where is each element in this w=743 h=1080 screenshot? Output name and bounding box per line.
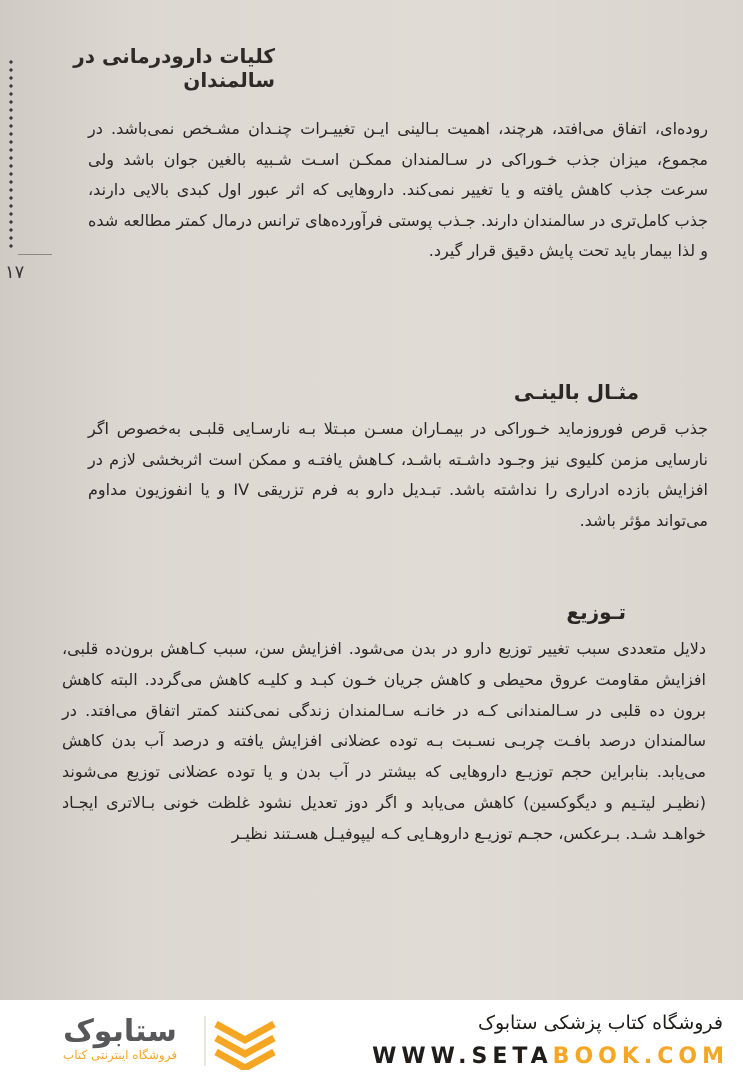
paragraph-clinical-example: جذب قرص فوروزماید خـوراکی در بیمـاران مسـن مبـتلا بـه نارسـایی قلبـی به‌خصوص اگر نارسایی مزمن کلیوی نیز وجـود داشـته باشـد، کـاهش یافتـه و ممکن است اثربخشی لازم در افزایش بازده ادراری را نداشته باشد. تبـدیل دارو به فرم تزریقی IV و یا انفوزیون مداوم می‌تواند مؤثر باشد. xyxy=(88,419,709,530)
store-logo-tagline: فروشگاه اینترنتی کتاب xyxy=(62,1048,178,1062)
decorative-dot-border xyxy=(8,58,14,248)
heading-distribution: تـوزیع xyxy=(566,600,626,624)
logo-separator xyxy=(204,1016,206,1066)
paragraph-distribution: دلایل متعددی سبب تغییر توزیع دارو در بدن می‌شود. افزایش سن، سبب کـاهش برون‌ده قلبی، افزایش مقاومت عروق محیطی و کاهش جریان خـون کبـد و کلیـه کاهش می‌گردد. البته کاهش برون ده قلبی در سـالمندانی کـه در خانـه سـالمندان زندگی نمی‌کنند کمتر اتفاق می‌افتد. در سالمندان درصد بافـت چربـی نسـبت بـه توده عضلانی افزایش یافته و درصد آب بدن کاهش می‌یابد. بنابراین حجم توزیـع داروهایی که بیشتر در آب بدن و یا توده عضلانی توزیع می‌شوند (نظیـر لیتـیم و دیگوکسین) کاهش می‌یابد و اگر دوز تعدیل نشود غلظت خونی بـالاتری ایجـاد خواهـد شـد. بـرعکس، حجـم توزیـع داروهـایی کـه لیپوفیـل هسـتند نظیـر xyxy=(62,639,706,843)
heading-clinical-example: مثـال بالینـی xyxy=(513,380,639,404)
page-number: ۱۷ xyxy=(5,262,25,283)
page-number-divider xyxy=(18,254,52,255)
store-url-accent: BOOK.COM xyxy=(552,1044,729,1069)
store-footer-banner xyxy=(0,1000,743,1080)
store-logo-wordmark: ستابوک xyxy=(63,1014,177,1049)
running-title: کلیات دارودرمانی در سالمندان xyxy=(73,44,275,92)
store-name: فروشگاه کتاب پزشکی ستابوک xyxy=(477,1012,723,1034)
store-logo-chevron-icon xyxy=(210,1014,280,1070)
store-url[interactable] xyxy=(349,1044,729,1069)
paragraph-absorption: روده‌ای، اتفاق می‌افتد، هرچند، اهمیت بـالینی ایـن تغییـرات چنـدان مشـخص نمی‌باشد. در مجموع، میزان جذب خـوراکی در سـالمندان ممکـن اسـت شـبیه بالغین جوان باشد ولی سرعت جذب کاهش یافته و یا تغییر نمی‌کند. داروهایی که اثر عبور اول کبدی بالایی دارند، جذب کامل‌تری در سالمندان دارند. جـذب پوستی فرآورده‌های ترانس درمال کمتر مطالعه شده و لذا بیمار باید تحت پایش دقیق قرار گیرد. xyxy=(88,119,708,260)
store-url-prefix: WWW.SETA xyxy=(372,1044,553,1069)
